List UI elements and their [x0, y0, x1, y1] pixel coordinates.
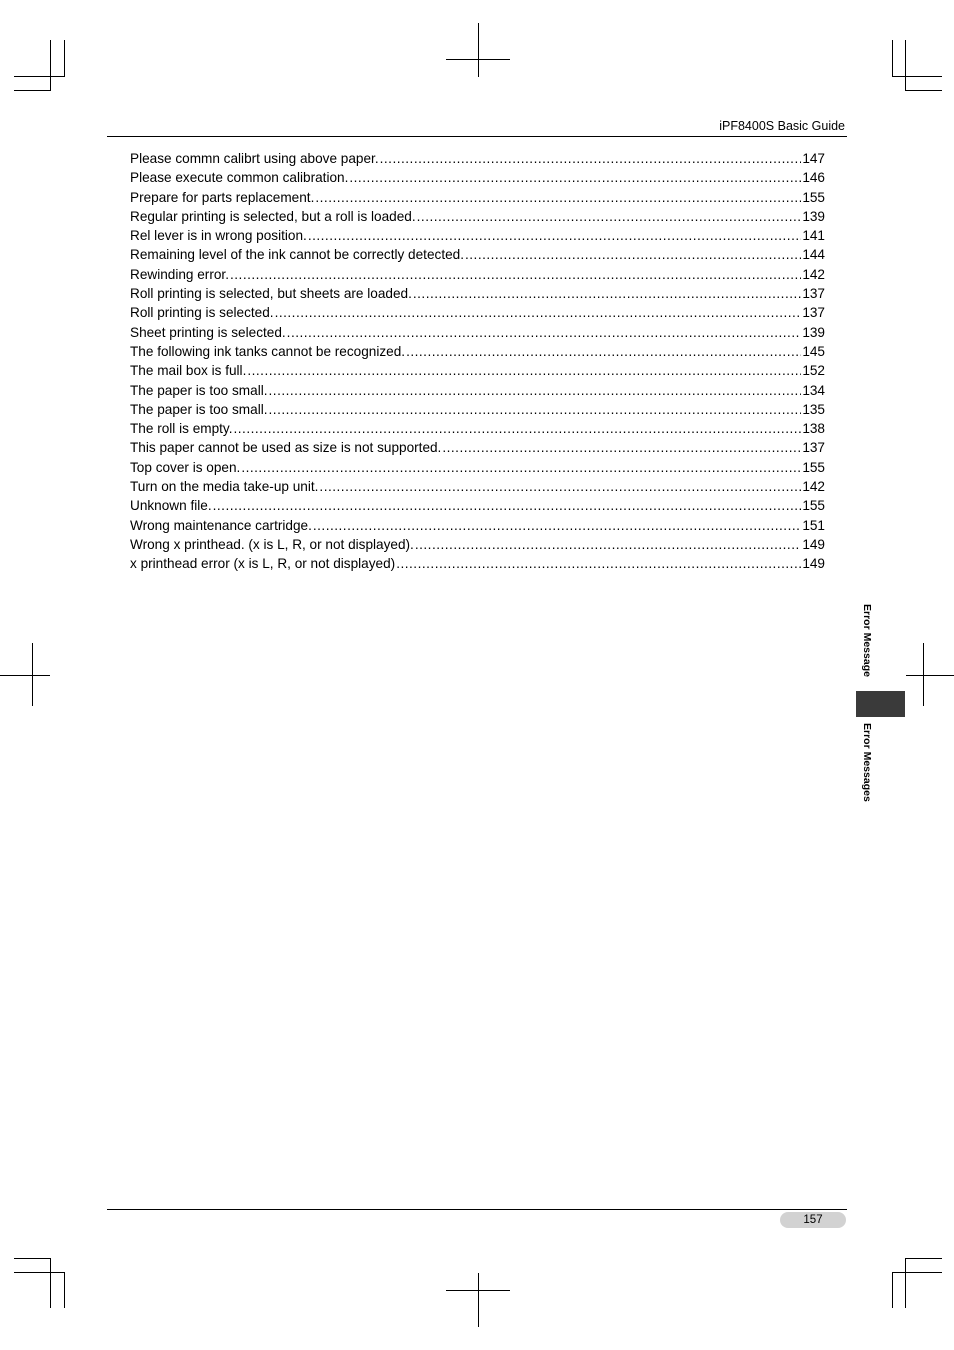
- index-entry: [130, 323, 825, 342]
- index-entry: [130, 188, 825, 207]
- dot-leader: [406, 342, 801, 361]
- side-label-upper: Error Message: [861, 604, 873, 677]
- entry-page: 151: [802, 517, 825, 533]
- dot-leader: [308, 226, 802, 245]
- dot-leader: [247, 361, 801, 380]
- index-entry: [130, 168, 825, 187]
- dot-leader: [417, 207, 802, 226]
- index-entry: [130, 381, 825, 400]
- entry-text: Regular printing is selected, but a roll is loaded.: [130, 208, 416, 224]
- header-rule: [107, 136, 847, 137]
- entry-page: 141: [802, 228, 825, 244]
- entry-text: Wrong maintenance cartridge.: [130, 517, 312, 533]
- entry-text: Unknown file.: [130, 498, 212, 514]
- entry-page: 145: [802, 343, 825, 359]
- entry-page: 149: [802, 536, 825, 552]
- entry-page: 134: [802, 382, 825, 398]
- section-tab: [856, 691, 905, 717]
- entry-text: The paper is too small.: [130, 401, 268, 417]
- entry-text: The following ink tanks cannot be recognized.: [130, 343, 406, 359]
- entry-page: 139: [802, 208, 825, 224]
- entry-page: 135: [802, 401, 825, 417]
- index-entry: [130, 245, 825, 264]
- dot-leader: [287, 323, 802, 342]
- index-entry: [130, 400, 825, 419]
- index-entry: [130, 496, 825, 515]
- entry-text: Prepare for parts replacement.: [130, 189, 315, 205]
- entry-text: Please execute common calibration.: [130, 170, 349, 186]
- entry-text: The roll is empty.: [130, 421, 233, 437]
- entry-page: 152: [802, 363, 825, 379]
- dot-leader: [213, 496, 802, 515]
- dot-leader: [380, 149, 802, 168]
- entry-text: Remaining level of the ink cannot be correctly detected.: [130, 247, 464, 263]
- entry-page: 149: [802, 556, 825, 572]
- dot-leader: [413, 284, 801, 303]
- dot-leader: [241, 458, 801, 477]
- index-list: [130, 149, 825, 574]
- dot-leader: [465, 245, 801, 264]
- entry-text: Top cover is open.: [130, 459, 241, 475]
- entry-text: The paper is too small.: [130, 382, 268, 398]
- entry-page: 155: [802, 498, 825, 514]
- dot-leader: [415, 535, 801, 554]
- entry-text: x printhead error (x is L, R, or not displayed): [130, 556, 396, 572]
- index-entry: [130, 554, 825, 573]
- dot-leader: [233, 419, 801, 438]
- entry-page: 138: [802, 421, 825, 437]
- index-entry: [130, 342, 825, 361]
- dot-leader: [315, 188, 801, 207]
- dot-leader: [313, 516, 801, 535]
- entry-text: Turn on the media take-up unit.: [130, 479, 319, 495]
- entry-page: 137: [802, 305, 825, 321]
- dot-leader: [396, 554, 801, 573]
- entry-text: Roll printing is selected, but sheets are loaded.: [130, 286, 412, 302]
- dot-leader: [275, 303, 802, 322]
- index-entry: [130, 149, 825, 168]
- entry-text: Rewinding error.: [130, 266, 229, 282]
- index-entry: [130, 207, 825, 226]
- entry-text: Roll printing is selected.: [130, 305, 274, 321]
- dot-leader: [269, 381, 802, 400]
- index-entry: [130, 477, 825, 496]
- entry-text: Sheet printing is selected.: [130, 324, 286, 340]
- entry-page: 137: [802, 286, 825, 302]
- index-entry: [130, 226, 825, 245]
- dot-leader: [230, 265, 801, 284]
- index-entry: [130, 284, 825, 303]
- dot-leader: [269, 400, 802, 419]
- entry-text: This paper cannot be used as size is not supported.: [130, 440, 442, 456]
- entry-page: 144: [802, 247, 825, 263]
- entry-page: 137: [802, 440, 825, 456]
- index-entry: [130, 516, 825, 535]
- index-entry: [130, 303, 825, 322]
- dot-leader: [442, 438, 801, 457]
- footer-rule: [107, 1209, 847, 1210]
- entry-text: Wrong x printhead. (x is L, R, or not displayed).: [130, 536, 414, 552]
- dot-leader: [349, 168, 801, 187]
- dot-leader: [319, 477, 801, 496]
- page-number: 157: [780, 1212, 846, 1228]
- index-entry: [130, 438, 825, 457]
- side-label-lower: Error Messages: [861, 723, 873, 802]
- entry-page: 142: [802, 266, 825, 282]
- entry-text: Rel lever is in wrong position.: [130, 228, 307, 244]
- index-entry: [130, 419, 825, 438]
- entry-text: Please commn calibrt using above paper.: [130, 151, 379, 166]
- entry-text: The mail box is full.: [130, 363, 247, 379]
- index-entry: [130, 265, 825, 284]
- entry-page: 147: [802, 151, 825, 166]
- index-entry: [130, 361, 825, 380]
- entry-page: 155: [802, 189, 825, 205]
- entry-page: 142: [802, 479, 825, 495]
- entry-page: 155: [802, 459, 825, 475]
- index-entry: [130, 458, 825, 477]
- header-title: iPF8400S Basic Guide: [719, 119, 845, 133]
- entry-page: 146: [802, 170, 825, 186]
- entry-page: 139: [802, 324, 825, 340]
- index-entry: [130, 535, 825, 554]
